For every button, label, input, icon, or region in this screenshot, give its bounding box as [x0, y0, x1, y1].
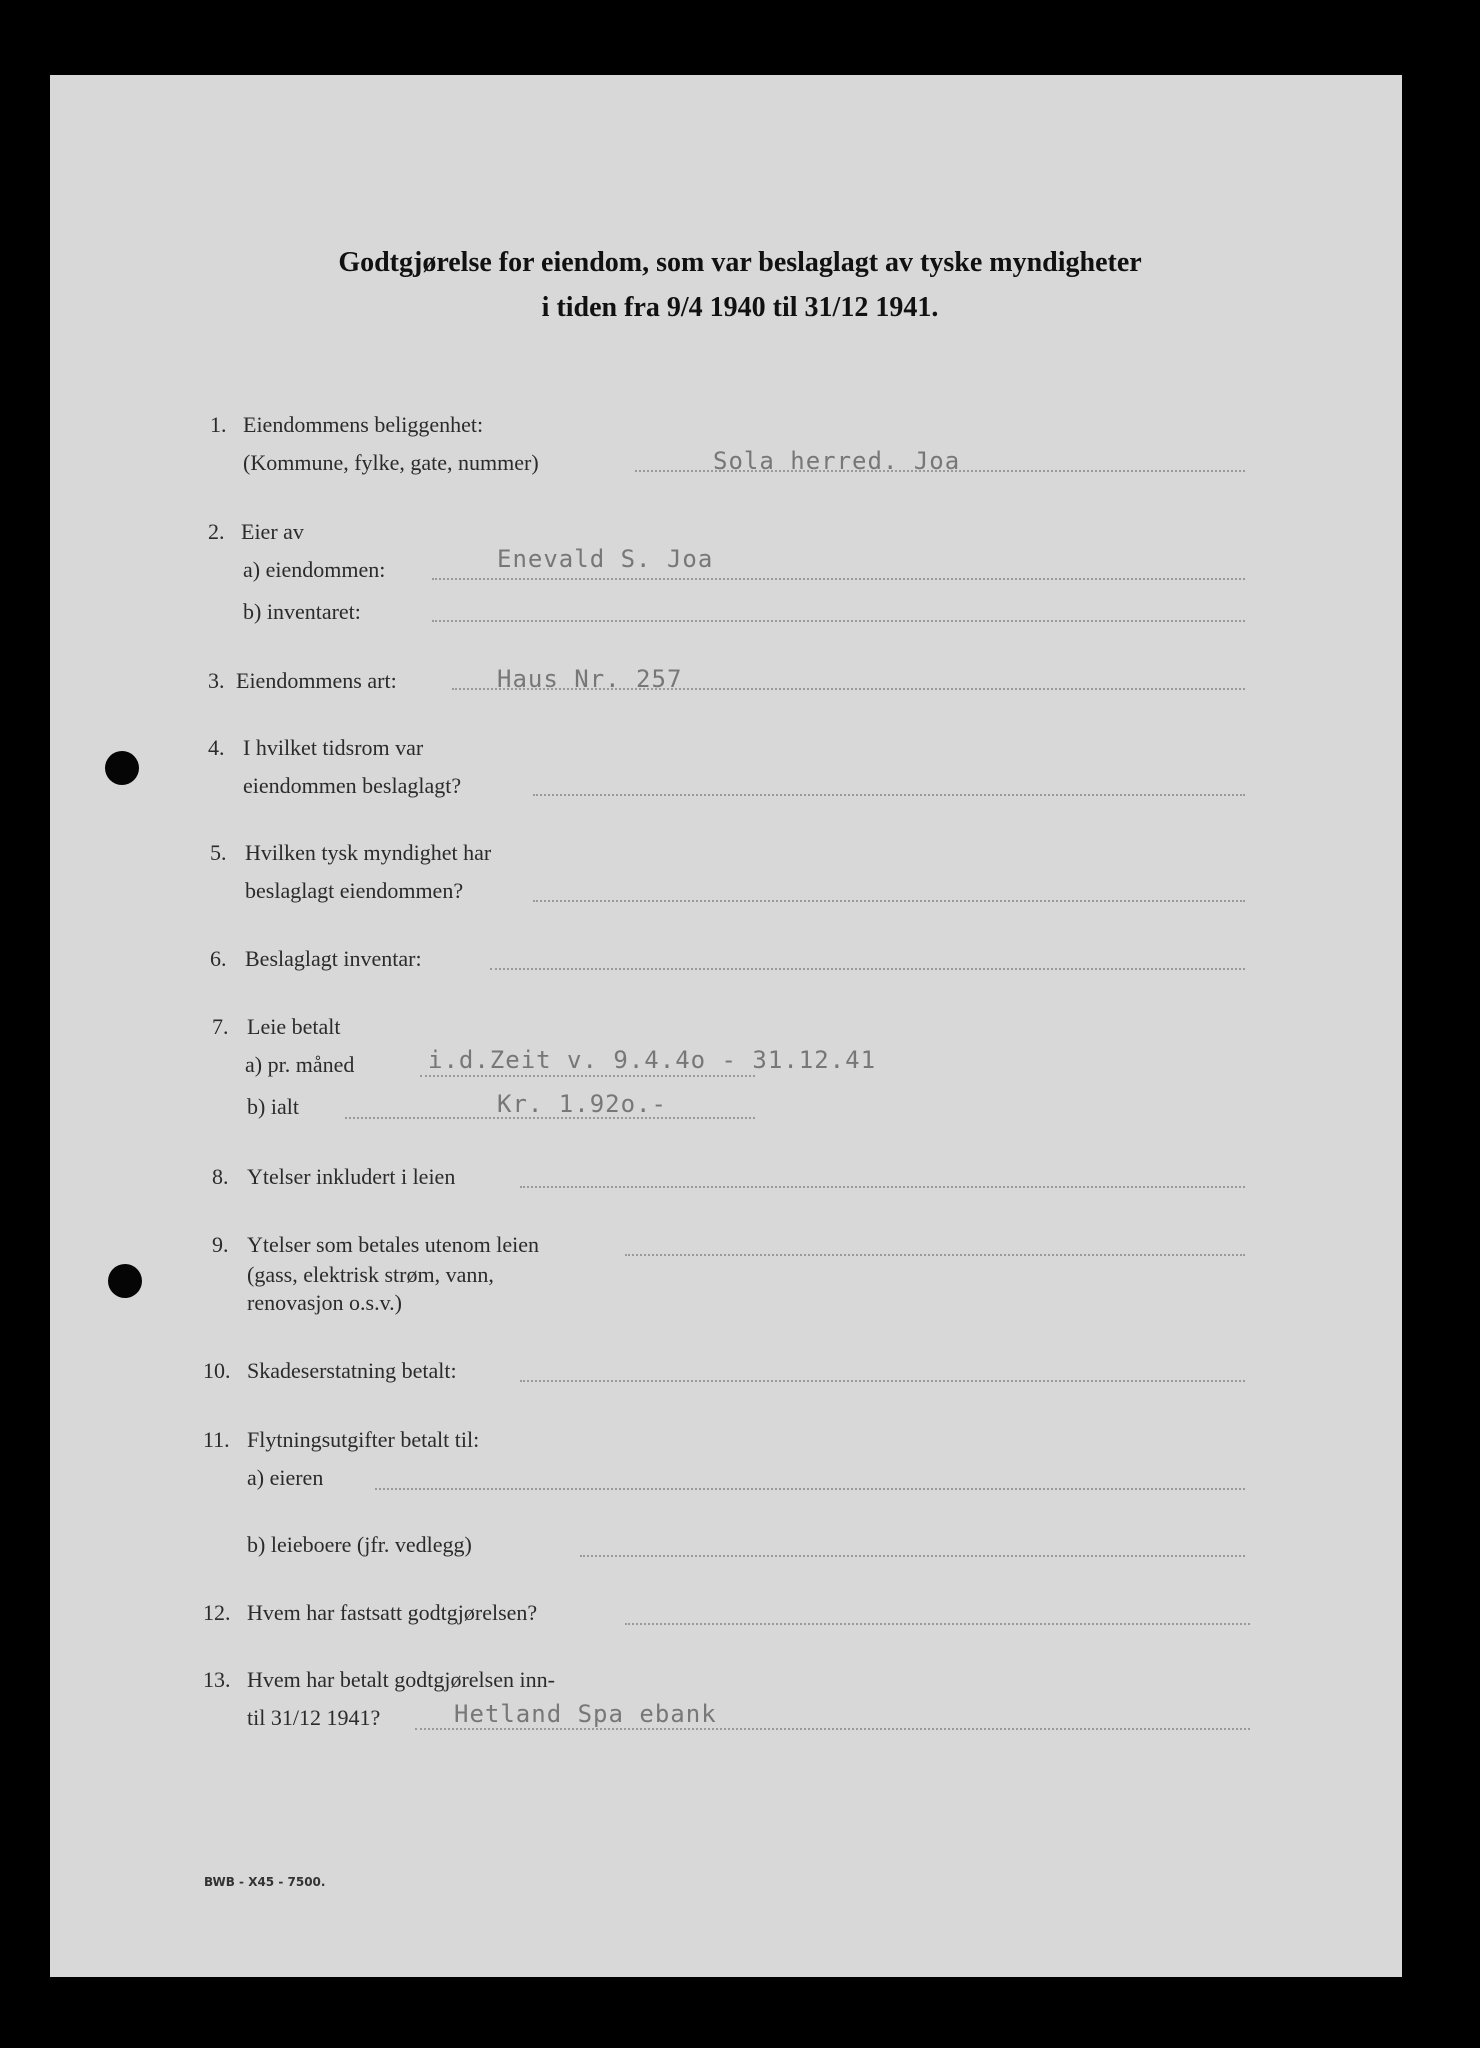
- q11a-answer-line: [375, 1488, 1245, 1490]
- q13-answer-line: [415, 1728, 1250, 1730]
- q13-answer: Hetland Spa ebank: [454, 1700, 717, 1728]
- q13-label: Hvem har betalt godtgjørelsen inn-: [247, 1667, 555, 1692]
- q7b-label: b) ialt: [247, 1094, 299, 1119]
- q4-label: I hvilket tidsrom var: [243, 735, 424, 760]
- q6-number: 6.: [210, 946, 227, 971]
- q12-label: Hvem har fastsatt godtgjørelsen?: [247, 1600, 538, 1625]
- q2a-label: a) eiendommen:: [243, 557, 386, 582]
- q7a-answer-line: [420, 1075, 755, 1077]
- q4-label-2: eiendommen beslaglagt?: [243, 773, 462, 798]
- q9-label-2: (gass, elektrisk strøm, vann,: [247, 1262, 494, 1287]
- q1-answer: Sola herred. Joa: [713, 447, 961, 475]
- q7-label: Leie betalt: [247, 1014, 341, 1039]
- q5-label: Hvilken tysk myndighet har: [245, 840, 492, 865]
- q1-sublabel: (Kommune, fylke, gate, nummer): [243, 450, 539, 475]
- print-code: BWB - X45 - 7500.: [204, 1875, 326, 1889]
- q9-answer-line: [625, 1254, 1245, 1256]
- q10-label: Skadeserstatning betalt:: [247, 1358, 457, 1383]
- q2b-answer-line: [432, 620, 1245, 622]
- q7-number: 7.: [212, 1014, 229, 1039]
- q8-answer-line: [520, 1186, 1245, 1188]
- form-title-line-1: Godtgjørelse for eiendom, som var beslaglagt av tyske myndigheter: [338, 247, 1142, 278]
- q10-number: 10.: [203, 1358, 231, 1383]
- q9-label-3: renovasjon o.s.v.): [247, 1290, 402, 1315]
- punch-hole-top: [105, 751, 139, 785]
- q7b-answer: Kr. 1.92o.-: [497, 1090, 667, 1118]
- q6-answer-line: [490, 968, 1245, 970]
- q3-label: Eiendommens art:: [236, 668, 397, 693]
- q5-label-2: beslaglagt eiendommen?: [245, 878, 464, 903]
- q12-number: 12.: [203, 1600, 231, 1625]
- q1-number: 1.: [210, 412, 227, 437]
- q11b-label: b) leieboere (jfr. vedlegg): [247, 1532, 472, 1557]
- q11-number: 11.: [203, 1427, 230, 1452]
- q2-number: 2.: [208, 519, 225, 544]
- q1-label: Eiendommens beliggenhet:: [243, 412, 484, 437]
- q13-label-2: til 31/12 1941?: [247, 1705, 381, 1730]
- form-title-line-2: i tiden fra 9/4 1940 til 31/12 1941.: [541, 292, 939, 323]
- q5-answer-line: [533, 900, 1245, 902]
- q11b-answer-line: [580, 1555, 1245, 1557]
- q7a-label: a) pr. måned: [245, 1052, 355, 1077]
- q12-answer-line: [625, 1623, 1250, 1625]
- q3-answer: Haus Nr. 257: [497, 665, 683, 693]
- q11a-label: a) eieren: [247, 1465, 324, 1490]
- q2-label: Eier av: [241, 519, 304, 544]
- punch-hole-bottom: [108, 1264, 142, 1298]
- q2a-answer: Enevald S. Joa: [497, 545, 714, 573]
- q2b-label: b) inventaret:: [243, 599, 361, 624]
- q4-answer-line: [533, 794, 1245, 796]
- q3-number: 3.: [208, 668, 225, 693]
- q4-number: 4.: [208, 735, 225, 760]
- q11-label: Flytningsutgifter betalt til:: [247, 1427, 480, 1452]
- q7a-answer: i.d.Zeit v. 9.4.4o - 31.12.41: [428, 1046, 877, 1074]
- q8-label: Ytelser inkludert i leien: [247, 1164, 456, 1189]
- q9-number: 9.: [212, 1232, 229, 1257]
- q5-number: 5.: [210, 840, 227, 865]
- q8-number: 8.: [212, 1164, 229, 1189]
- q10-answer-line: [520, 1380, 1245, 1382]
- q13-number: 13.: [203, 1667, 231, 1692]
- q2a-answer-line: [432, 578, 1245, 580]
- q6-label: Beslaglagt inventar:: [245, 946, 422, 971]
- q9-label: Ytelser som betales utenom leien: [247, 1232, 540, 1257]
